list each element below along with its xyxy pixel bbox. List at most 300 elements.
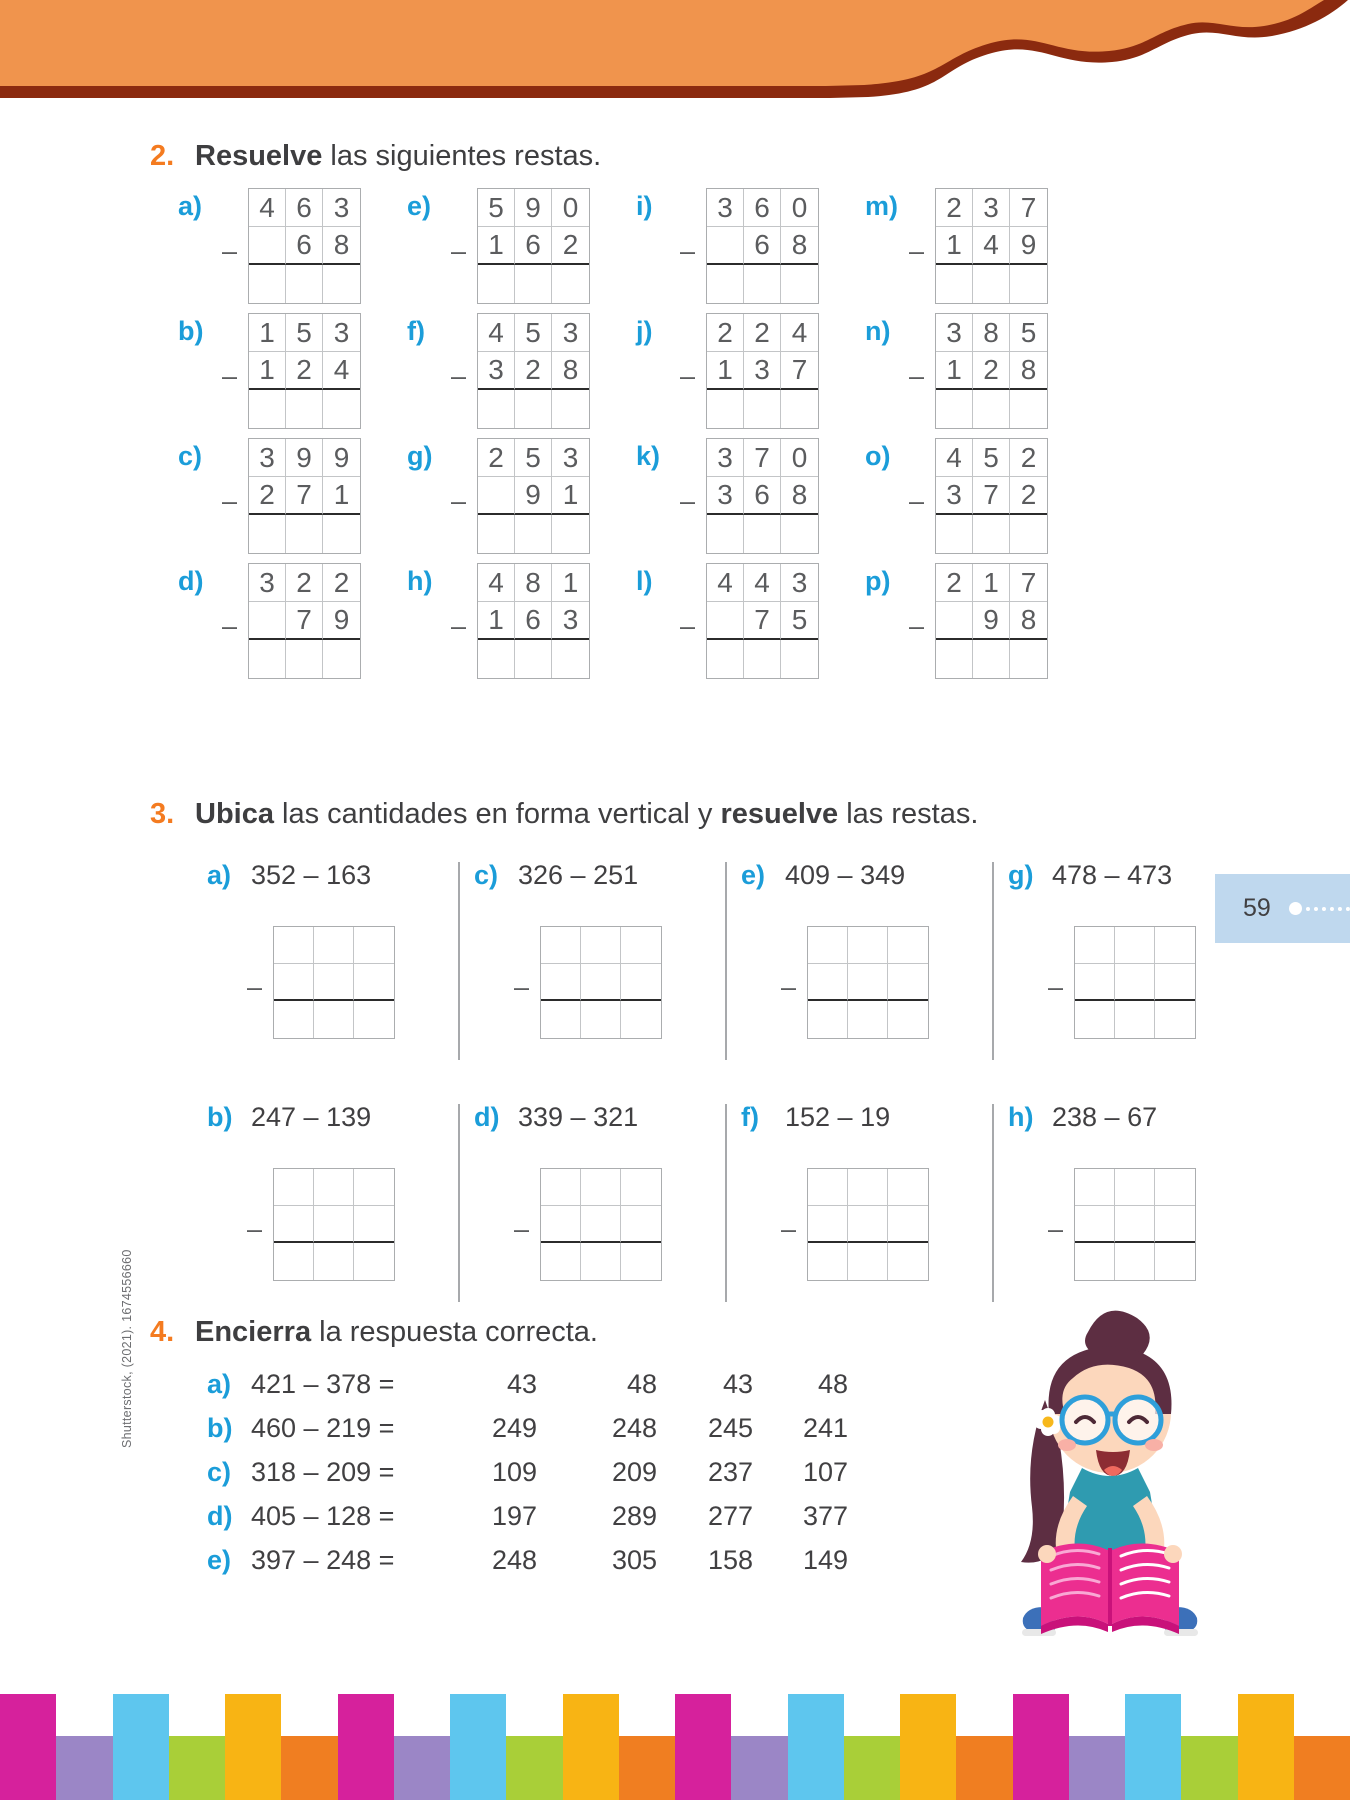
minuend-cell: 7 [1010, 564, 1047, 602]
problem-grid-wrap [909, 438, 1048, 554]
subtrahend-cell [354, 1206, 394, 1243]
minuend-cell [581, 927, 621, 964]
subtraction-grid [935, 438, 1048, 554]
answer-cell [936, 515, 973, 553]
minus-sign: – [680, 361, 696, 391]
footer-stripe [956, 1736, 1012, 1800]
answer-cell [781, 640, 818, 678]
problem-expression: 409 – 349 [785, 860, 906, 890]
minuend-cell [1075, 927, 1115, 964]
minuend-cell: 9 [323, 439, 360, 477]
subtrahend-cell: 6 [515, 602, 552, 640]
problem-expression: 339 – 321 [518, 1102, 639, 1132]
problem-grid-wrap [222, 313, 361, 429]
vertical-setup-problem [207, 1100, 474, 1342]
problem-label: k) [636, 441, 661, 471]
subtrahend-cell: 6 [744, 227, 781, 265]
answer-cell [323, 390, 360, 428]
minuend-cell: 3 [707, 439, 744, 477]
minuend-cell: 3 [552, 314, 589, 352]
answer-option: 241 [802, 1412, 848, 1443]
problem-label: f) [407, 316, 425, 346]
minus-sign: – [680, 486, 696, 516]
minuend-cell [621, 927, 661, 964]
subtrahend-cell: 5 [781, 602, 818, 640]
subtraction-problem [636, 188, 865, 313]
exercise-3-number: 3. [150, 798, 175, 830]
footer-stripe [1069, 1736, 1125, 1800]
subtrahend-cell: 8 [552, 352, 589, 390]
problem-label: e) [207, 1544, 232, 1575]
subtrahend-cell [314, 1206, 354, 1243]
subtraction-problem [178, 563, 407, 688]
exercise-2-number: 2. [150, 140, 175, 172]
subtraction-grid [935, 563, 1048, 679]
minuend-cell: 2 [286, 564, 323, 602]
subtrahend-cell: 2 [515, 352, 552, 390]
problem-expression: 421 – 378 = [251, 1368, 395, 1399]
answer-option: 248 [491, 1544, 537, 1575]
subtrahend-cell: 3 [936, 477, 973, 515]
problem-header [207, 858, 474, 892]
minuend-cell: 4 [744, 564, 781, 602]
subtraction-problem [178, 438, 407, 563]
subtrahend-cell [808, 964, 848, 1001]
minuend-cell: 6 [744, 189, 781, 227]
subtraction-problem [407, 188, 636, 313]
minuend-cell: 2 [323, 564, 360, 602]
problem-grid-wrap [514, 926, 662, 1039]
answer-cell [744, 640, 781, 678]
answer-option: 248 [611, 1412, 657, 1443]
footer-stripe [1238, 1694, 1294, 1800]
subtrahend-cell [621, 964, 661, 1001]
answer-cell [621, 1243, 661, 1280]
problem-grid-wrap [909, 313, 1048, 429]
answer-option: 245 [707, 1412, 753, 1443]
answer-cell [515, 515, 552, 553]
subtrahend-cell: 7 [781, 352, 818, 390]
subtraction-problem [865, 563, 1094, 688]
answer-option: 43 [722, 1368, 753, 1399]
minuend-cell: 2 [936, 189, 973, 227]
minus-sign: – [451, 361, 467, 391]
minuend-cell: 5 [478, 189, 515, 227]
minus-sign: – [781, 1214, 797, 1244]
answer-cell [515, 390, 552, 428]
subtrahend-cell [249, 227, 286, 265]
minuend-cell [848, 927, 888, 964]
answer-cell [354, 1243, 394, 1280]
problem-grid-wrap [247, 1168, 395, 1281]
answer-cell [888, 1243, 928, 1280]
answer-cell [581, 1001, 621, 1038]
minuend-cell [888, 927, 928, 964]
subtraction-problem [407, 313, 636, 438]
empty-subtraction-grid [540, 1168, 662, 1281]
minuend-cell: 4 [478, 314, 515, 352]
answer-cell [552, 640, 589, 678]
subtraction-grid [477, 313, 590, 429]
answer-cell [552, 265, 589, 303]
problem-grid-wrap [1048, 926, 1196, 1039]
subtraction-grid [477, 188, 590, 304]
problem-label: b) [207, 1102, 233, 1132]
subtrahend-cell [848, 1206, 888, 1243]
problem-expression: 397 – 248 = [251, 1544, 395, 1575]
footer-stripe [225, 1694, 281, 1800]
answer-cell [973, 390, 1010, 428]
subtraction-grid [248, 313, 361, 429]
multiple-choice-row [207, 1406, 848, 1450]
answer-cell [973, 640, 1010, 678]
subtrahend-cell [1155, 1206, 1195, 1243]
minus-sign: – [222, 361, 238, 391]
subtraction-grid [248, 188, 361, 304]
answer-cell [552, 390, 589, 428]
exercise-3-problems [207, 858, 1275, 1342]
multiple-choice-row [207, 1450, 848, 1494]
problem-header [474, 858, 741, 892]
answer-cell [781, 515, 818, 553]
subtraction-problem [636, 438, 865, 563]
answer-cell [249, 640, 286, 678]
minuend-cell: 3 [249, 564, 286, 602]
minuend-cell: 7 [1010, 189, 1047, 227]
problem-grid-wrap [451, 313, 590, 429]
subtrahend-cell: 8 [323, 227, 360, 265]
subtrahend-cell: 3 [478, 352, 515, 390]
subtrahend-cell: 4 [323, 352, 360, 390]
exercise-4-title-bold: Encierra [195, 1316, 312, 1348]
subtrahend-cell [1075, 964, 1115, 1001]
answer-option: 237 [707, 1456, 753, 1487]
answer-cell [478, 640, 515, 678]
subtraction-problem [178, 313, 407, 438]
answer-cell [249, 265, 286, 303]
exercise-3-heading [150, 798, 978, 831]
answer-cell [541, 1001, 581, 1038]
vertical-setup-problem [741, 858, 1008, 1100]
problem-grid-wrap [781, 926, 929, 1039]
minuend-cell: 5 [286, 314, 323, 352]
subtraction-grid [248, 438, 361, 554]
minuend-cell [621, 1169, 661, 1206]
minuend-cell: 2 [1010, 439, 1047, 477]
minuend-cell: 5 [1010, 314, 1047, 352]
answer-option: 305 [611, 1544, 657, 1575]
problem-label: o) [865, 441, 891, 471]
subtrahend-cell [888, 964, 928, 1001]
subtrahend-cell [1115, 1206, 1155, 1243]
problem-label: l) [636, 566, 653, 596]
subtrahend-cell: 7 [973, 477, 1010, 515]
problem-expression: 318 – 209 = [251, 1456, 395, 1487]
footer-stripe [281, 1736, 337, 1800]
answer-option: 377 [802, 1500, 848, 1531]
subtrahend-cell [314, 964, 354, 1001]
problem-grid-wrap [514, 1168, 662, 1281]
subtrahend-cell: 2 [1010, 477, 1047, 515]
answer-cell [888, 1001, 928, 1038]
answer-cell [707, 640, 744, 678]
minus-sign: – [1048, 972, 1064, 1002]
subtraction-grid [935, 188, 1048, 304]
footer-stripe [900, 1694, 956, 1800]
problem-expression: 326 – 251 [518, 860, 639, 890]
exercise-4-rows [207, 1362, 848, 1582]
vertical-setup-problem [741, 1100, 1008, 1342]
problem-expression: 247 – 139 [251, 1102, 372, 1132]
answer-cell [808, 1001, 848, 1038]
subtraction-problem [636, 313, 865, 438]
minus-sign: – [909, 361, 925, 391]
minuend-cell: 1 [973, 564, 1010, 602]
minuend-cell: 3 [323, 189, 360, 227]
problem-label: h) [407, 566, 433, 596]
answer-cell [323, 640, 360, 678]
answer-option: 209 [611, 1456, 657, 1487]
subtrahend-cell [581, 964, 621, 1001]
answer-cell [936, 640, 973, 678]
subtrahend-cell [888, 1206, 928, 1243]
subtrahend-cell: 2 [249, 477, 286, 515]
badge-dotted-line [1306, 907, 1350, 911]
problem-expression: 238 – 67 [1052, 1102, 1158, 1132]
answer-cell [973, 265, 1010, 303]
subtrahend-cell: 1 [936, 352, 973, 390]
page-number: 59 [1243, 894, 1271, 922]
book-icon [1041, 1543, 1179, 1634]
answer-cell [1010, 640, 1047, 678]
answer-cell [515, 265, 552, 303]
minus-sign: – [222, 236, 238, 266]
answer-cell [936, 265, 973, 303]
subtrahend-cell: 8 [781, 477, 818, 515]
minuend-cell: 3 [936, 314, 973, 352]
vertical-setup-problem [474, 858, 741, 1100]
subtraction-grid [477, 563, 590, 679]
problem-label: m) [865, 191, 898, 221]
minuend-cell: 9 [286, 439, 323, 477]
empty-subtraction-grid [540, 926, 662, 1039]
problem-label: j) [636, 316, 653, 346]
minuend-cell [808, 927, 848, 964]
answer-cell [354, 1001, 394, 1038]
answer-cell [808, 1243, 848, 1280]
minus-sign: – [222, 611, 238, 641]
answer-cell [707, 265, 744, 303]
minuend-cell: 4 [707, 564, 744, 602]
problem-expression: 460 – 219 = [251, 1412, 395, 1443]
answer-cell [286, 265, 323, 303]
answer-option: 48 [626, 1368, 657, 1399]
problem-expression: 352 – 163 [251, 860, 372, 890]
footer-stripe [731, 1736, 787, 1800]
answer-cell [973, 515, 1010, 553]
minuend-cell: 7 [744, 439, 781, 477]
footer-stripe [563, 1694, 619, 1800]
minus-sign: – [909, 486, 925, 516]
problem-label: g) [1008, 860, 1034, 890]
minuend-cell: 9 [515, 189, 552, 227]
vertical-setup-problem [474, 1100, 741, 1342]
footer-stripe [1181, 1736, 1237, 1800]
subtrahend-cell [1075, 1206, 1115, 1243]
problem-grid-wrap [247, 926, 395, 1039]
problem-label: p) [865, 566, 891, 596]
subtraction-grid [935, 313, 1048, 429]
minuend-cell: 2 [478, 439, 515, 477]
subtraction-problem [178, 188, 407, 313]
problem-header [207, 1100, 474, 1134]
answer-cell [581, 1243, 621, 1280]
multiple-choice-row [207, 1538, 848, 1582]
answer-option: 249 [491, 1412, 537, 1443]
answer-cell [744, 515, 781, 553]
minuend-cell: 0 [552, 189, 589, 227]
footer-stripe [169, 1736, 225, 1800]
minus-sign: – [222, 486, 238, 516]
subtraction-grid [706, 438, 819, 554]
minus-sign: – [909, 611, 925, 641]
exercise-3-title-bold2: resuelve [720, 798, 839, 830]
minus-sign: – [680, 236, 696, 266]
answer-option: 197 [491, 1500, 537, 1531]
subtraction-problem [407, 438, 636, 563]
minuend-cell: 4 [781, 314, 818, 352]
subtraction-grid [248, 563, 361, 679]
subtrahend-cell: 4 [973, 227, 1010, 265]
problem-grid-wrap [451, 188, 590, 304]
subtrahend-cell [541, 964, 581, 1001]
answer-cell [744, 390, 781, 428]
subtrahend-cell [249, 602, 286, 640]
answer-cell [286, 640, 323, 678]
exercise-2-title-rest: las siguientes restas. [322, 140, 602, 172]
minuend-cell: 6 [286, 189, 323, 227]
problem-header [474, 1100, 741, 1134]
footer-stripe [394, 1736, 450, 1800]
minus-sign: – [514, 1214, 530, 1244]
subtrahend-cell: 8 [1010, 602, 1047, 640]
empty-subtraction-grid [273, 926, 395, 1039]
minuend-cell [541, 1169, 581, 1206]
answer-cell [323, 265, 360, 303]
problem-grid-wrap [680, 313, 819, 429]
subtrahend-cell [274, 964, 314, 1001]
subtrahend-cell: 1 [249, 352, 286, 390]
problem-grid-wrap [222, 438, 361, 554]
answer-option: 277 [707, 1500, 753, 1531]
answer-cell [848, 1001, 888, 1038]
answer-cell [744, 265, 781, 303]
answer-cell [515, 640, 552, 678]
exercise-4-number: 4. [150, 1316, 175, 1348]
photo-credit: Shutterstock, (2021). 1674556660 [120, 1249, 134, 1448]
exercise-3-title-end: las restas. [838, 798, 979, 830]
footer-stripe [619, 1736, 675, 1800]
answer-cell [478, 265, 515, 303]
minuend-cell [274, 927, 314, 964]
minuend-cell: 3 [707, 189, 744, 227]
footer-stripe [675, 1694, 731, 1800]
answer-cell [1115, 1243, 1155, 1280]
footer-stripe [1125, 1694, 1181, 1800]
minuend-cell [848, 1169, 888, 1206]
answer-cell [249, 515, 286, 553]
subtraction-problem [636, 563, 865, 688]
minuend-cell: 4 [936, 439, 973, 477]
problem-grid-wrap [222, 188, 361, 304]
problem-expression: 152 – 19 [785, 1102, 891, 1132]
empty-subtraction-grid [273, 1168, 395, 1281]
footer-stripe [113, 1694, 169, 1800]
problem-header [741, 858, 1008, 892]
problem-header [741, 1100, 1008, 1134]
answer-cell [707, 390, 744, 428]
minus-sign: – [514, 972, 530, 1002]
subtrahend-cell [621, 1206, 661, 1243]
subtraction-problem [865, 313, 1094, 438]
answer-option: 158 [707, 1544, 753, 1575]
minus-sign: – [909, 236, 925, 266]
minuend-cell: 4 [478, 564, 515, 602]
answer-option: 43 [506, 1368, 537, 1399]
exercise-2-heading [150, 140, 601, 173]
minuend-cell: 5 [973, 439, 1010, 477]
minuend-cell: 3 [781, 564, 818, 602]
subtrahend-cell: 9 [1010, 227, 1047, 265]
footer-stripe [338, 1694, 394, 1800]
minuend-cell: 8 [515, 564, 552, 602]
minuend-cell: 3 [249, 439, 286, 477]
problem-grid-wrap [222, 563, 361, 679]
answer-cell [541, 1243, 581, 1280]
empty-subtraction-grid [807, 926, 929, 1039]
minuend-cell: 4 [249, 189, 286, 227]
answer-cell [314, 1243, 354, 1280]
subtrahend-cell: 7 [744, 602, 781, 640]
problem-grid-wrap [781, 1168, 929, 1281]
minuend-cell: 1 [552, 564, 589, 602]
answer-cell [781, 265, 818, 303]
answer-cell [621, 1001, 661, 1038]
subtraction-grid [706, 188, 819, 304]
answer-cell [707, 515, 744, 553]
problem-label: i) [636, 191, 653, 221]
problem-grid-wrap [680, 438, 819, 554]
subtrahend-cell: 9 [515, 477, 552, 515]
subtrahend-cell: 3 [744, 352, 781, 390]
minuend-cell [808, 1169, 848, 1206]
subtrahend-cell: 6 [286, 227, 323, 265]
answer-option: 48 [817, 1368, 848, 1399]
subtrahend-cell: 6 [744, 477, 781, 515]
multiple-choice-row [207, 1494, 848, 1538]
answer-cell [848, 1243, 888, 1280]
problem-label: f) [741, 1102, 759, 1132]
minuend-cell: 2 [936, 564, 973, 602]
problem-label: a) [207, 860, 232, 890]
answer-cell [274, 1243, 314, 1280]
answer-cell [781, 390, 818, 428]
minuend-cell [314, 1169, 354, 1206]
empty-subtraction-grid [1074, 926, 1196, 1039]
minus-sign: – [247, 1214, 263, 1244]
answer-option: 109 [491, 1456, 537, 1487]
problem-expression: 478 – 473 [1052, 860, 1173, 890]
